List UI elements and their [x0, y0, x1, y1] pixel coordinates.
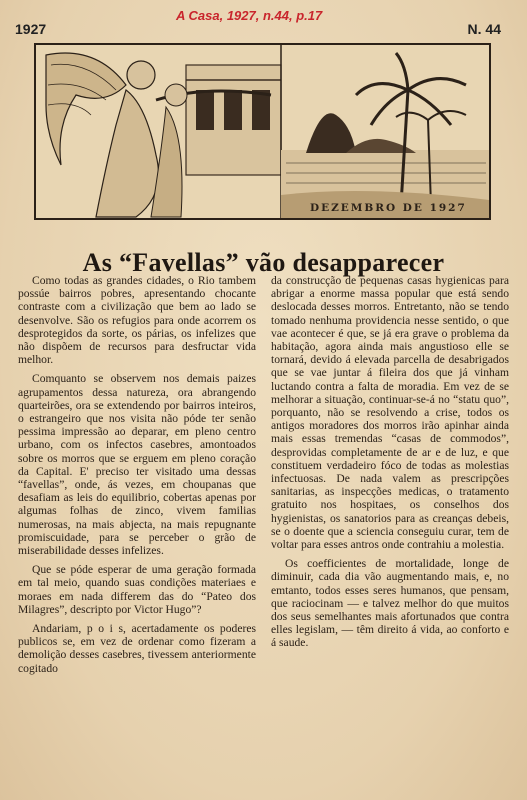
paragraph: Comquanto se observem nos demais paizes agrupamentos dessa natureza, ora abrangendo quarteirões, ora se extendendo por bairros inteiros, o estrangeiro que nos visita não póde ter senão pessima impressão ao deparar, em pleno centro urbano, com os infectos casebres, amontoados sobre os morros que se erguem em pleno coração da Capital. E' preciso ter visitado uma dessas “favellas”, onde, ás vezes, em choupanas que desafiam as leis do equilibrio, cobertas apenas por algumas folhas de zinco, vivem familias numerosas, na mais abjecta, na mais repugnante promiscuidade, para se perceber o grão de miserabilidade desses infelizes.	[18, 372, 256, 558]
paragraph: Como todas as grandes cidades, o Rio tambem possúe bairros pobres, apresentando chocante contraste com a civilização que bem ao lado se desenvolve. São os refugios para onde acorrem os desprotegidos da sorte, os párias, os infelizes que não dispõem de recursos para desfructar vida melhor.	[18, 274, 256, 367]
banner-illustration	[36, 45, 489, 218]
paragraph: Que se póde esperar de uma geração formada em tal meio, quando suas condições materiaes e moraes em nada differem das do “Pateo dos Milagres”, descripto por Victor Hugo”?	[18, 563, 256, 616]
paragraph: Os coefficientes de mortalidade, longe de diminuir, cada dia vão augmentando mais, e, no emtanto, todos esses seres humanos, que pensam, que raciocinam — e talvez melhor do que muitos dos seus semelhantes mais afortunados que contra elles legislam, — têm direito á vida, ao conforto e á saude.	[271, 557, 509, 650]
illustrated-banner	[34, 43, 491, 220]
article-title: As “Favellas” vão desapparecer	[82, 248, 445, 278]
article-body	[18, 274, 509, 792]
left-column	[18, 274, 256, 792]
paragraph: Andariam, p o i s, acertadamente os poderes publicos se, em vez de ordenar como fizeram a demolição desses casebres, tivessem anteriormente cogitado	[18, 622, 256, 675]
issue-number: N. 44	[467, 21, 501, 37]
citation-caption: A Casa, 1927, n.44, p.17	[176, 8, 323, 23]
right-column	[271, 274, 509, 792]
issue-date: DEZEMBRO DE 1927	[310, 202, 467, 214]
paragraph: da construcção de pequenas casas hygienicas para abrigar a enorme massa popular que está sendo deslocada desses morros. Entretanto, não se tendo tomado nenhuma providencia nesse sentido, o que vae acontecer é que, se já era grave o problema da habitação, agora ainda mais angustioso elle se tornará, devido á elevada parcella de desabrigados que se vae juntar á fileira dos que já vinham luctando contra a falta de moradia. Em vez de se melhorar a situação, continuar-se-á no “statu quo”, porquanto, não se resolvendo a crise, todos os antigos moradores dos morros irão apinhar ainda mais essas tremendas “casas de commodos”, desprovidas completamente de ar e de luz, e que constituem verdadeiro fóco de todas as molestias infectuosas. De nada valem as prescripções sanitarias, as inspecções medicas, o tratamento gratuito nos hospitaes, os conselhos dos hygienistas, os sanatorios para as creanças debeis, se o doente que a sciencia conseguiu curar, tem de voltar para esses antros onde contrahiu a molestia.	[271, 274, 509, 552]
page-year: 1927	[15, 21, 47, 37]
